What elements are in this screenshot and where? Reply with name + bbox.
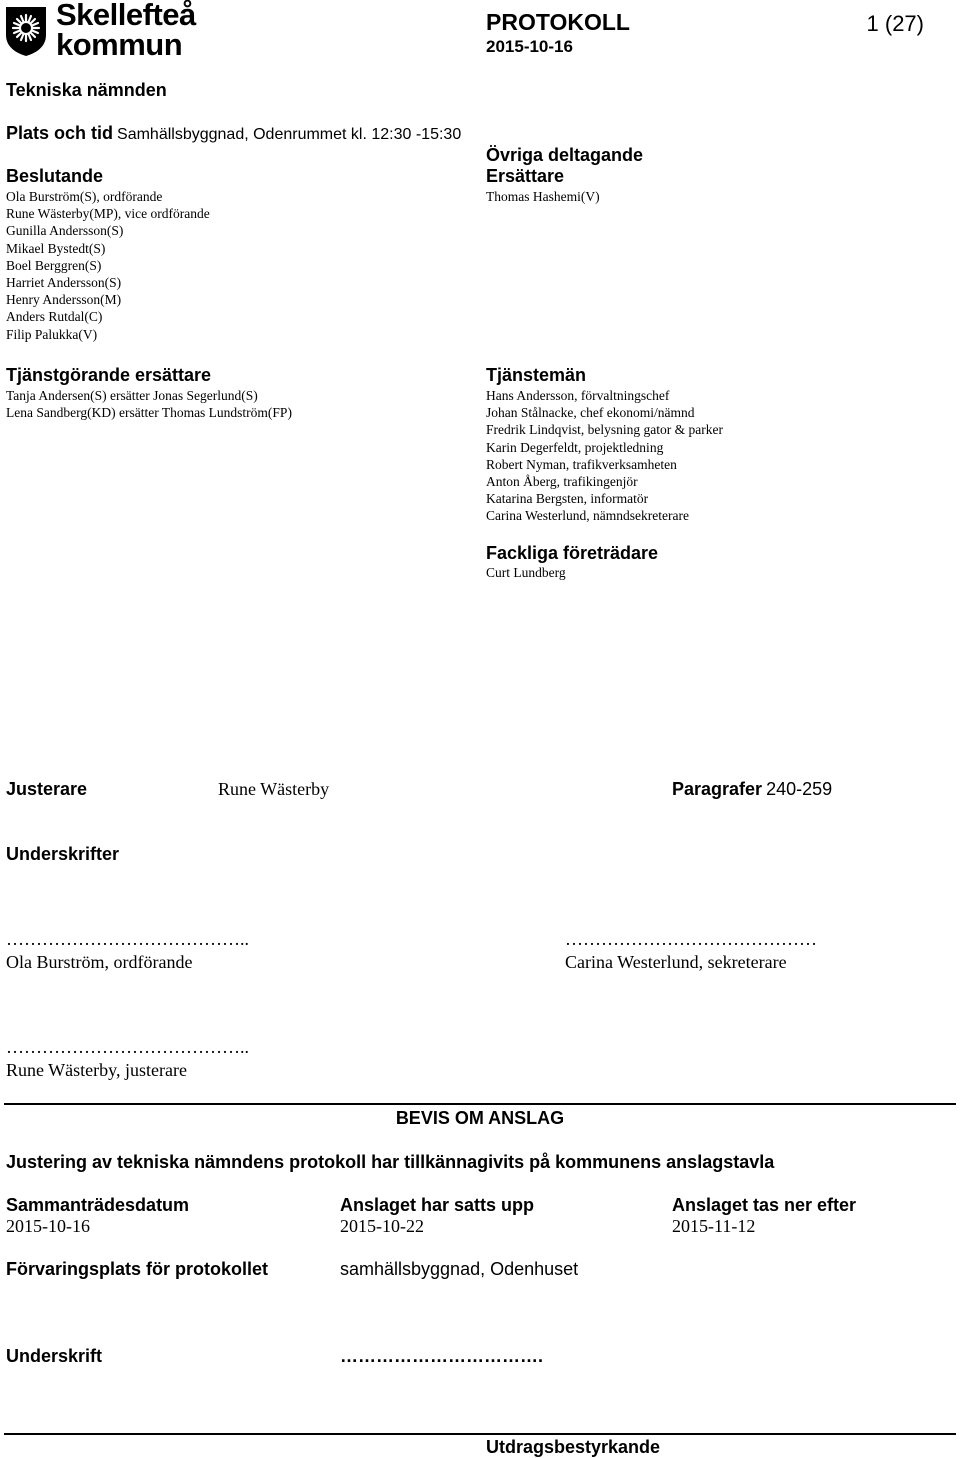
signature-name-chair: Ola Burström, ordförande — [6, 952, 193, 972]
signature-name-adjuster: Rune Wästerby, justerare — [6, 1060, 187, 1080]
list-item: Tanja Andersen(S) ersätter Jonas Segerlund(S) — [6, 388, 258, 403]
removed-date-value: 2015-11-12 — [672, 1216, 756, 1236]
place-value: Samhällsbyggnad, Odenrummet kl. 12:30 -15:30 — [117, 126, 462, 143]
list-item: Gunilla Andersson(S) — [6, 223, 124, 239]
paragraphs — [672, 778, 832, 802]
substitutes-list — [486, 188, 600, 205]
serving-substitutes-heading: Tjänstgörande ersättare — [6, 365, 212, 385]
signature-line-secretary: …………………………………… — [565, 929, 817, 949]
list-item: Robert Nyman, trafikverksamheten — [486, 456, 677, 472]
removed-label: Anslaget tas ner efter — [672, 1195, 857, 1215]
list-item: Lena Sandberg(KD) ersätter Thomas Lundström(FP) — [6, 405, 292, 421]
list-item: Rune Wästerby(MP), vice ordförande — [6, 206, 210, 222]
list-item: Karin Degerfeldt, projektledning — [486, 439, 664, 455]
list-item: Boel Berggren(S) — [6, 257, 102, 273]
coat-of-arms-icon — [4, 5, 48, 57]
decision-makers-list — [6, 188, 210, 343]
list-item: Johan Stålnacke, chef ekonomi/nämnd — [486, 405, 695, 421]
logo-text-line2: kommun — [56, 27, 183, 62]
signature-label: Underskrift — [6, 1346, 103, 1366]
adjuster-label: Justerare — [6, 779, 88, 799]
place-and-time — [6, 123, 461, 144]
place-label: Plats och tid — [6, 123, 114, 143]
list-item: Filip Palukka(V) — [6, 326, 98, 342]
municipality-logo — [4, 0, 196, 62]
page-number: 1 (27) — [866, 11, 924, 36]
list-item: Harriet Andersson(S) — [6, 275, 122, 291]
signature-dots: ……………………………. — [340, 1346, 544, 1366]
list-item: Fredrik Lindqvist, belysning gator & parker — [486, 422, 723, 438]
signatures-heading: Underskrifter — [6, 844, 120, 864]
committee-name: Tekniska nämnden — [6, 80, 167, 100]
meeting-date-label: Sammanträdesdatum — [6, 1195, 190, 1215]
list-item: Anton Åberg, trafikingenjör — [486, 474, 638, 490]
notice-bottom-rule — [4, 1433, 956, 1435]
notice-top-rule — [4, 1103, 956, 1105]
decision-makers-heading: Beslutande — [6, 166, 104, 186]
adjuster-name: Rune Wästerby — [218, 779, 330, 799]
notice-statement: Justering av tekniska nämndens protokoll har tillkännagivits på kommunens anslagstavla — [6, 1152, 775, 1172]
signature-line-adjuster: ………………………………….. — [6, 1037, 249, 1057]
other-participants-heading: Övriga deltagande — [486, 145, 644, 165]
document-type: PROTOKOLL — [486, 9, 630, 35]
serving-substitutes-list — [6, 387, 292, 421]
notice-title: BEVIS OM ANSLAG — [395, 1108, 565, 1128]
substitutes-heading: Ersättare — [486, 166, 565, 186]
union-heading: Fackliga företrädare — [486, 543, 659, 563]
extract-certification: Utdragsbestyrkande — [486, 1437, 661, 1457]
union-list — [486, 564, 566, 581]
list-item: Henry Andersson(M) — [6, 292, 122, 308]
paragraphs-label: Paragrafer — [672, 779, 763, 799]
list-item: Hans Andersson, förvaltningschef — [486, 388, 670, 403]
document-date: 2015-10-16 — [486, 37, 573, 56]
list-item: Curt Lundberg — [486, 565, 566, 580]
storage-label: Förvaringsplats för protokollet — [6, 1259, 269, 1279]
list-item: Ola Burström(S), ordförande — [6, 189, 163, 204]
signature-line-chair: ………………………………….. — [6, 929, 249, 949]
officials-list — [486, 387, 723, 525]
posted-label: Anslaget har satts upp — [340, 1195, 535, 1215]
paragraphs-value: 240-259 — [766, 779, 833, 799]
list-item: Katarina Bergsten, informatör — [486, 491, 649, 507]
signature-name-secretary: Carina Westerlund, sekreterare — [565, 952, 787, 972]
logo-text-line1: Skellefteå — [56, 0, 196, 32]
officials-heading: Tjänstemän — [486, 365, 587, 385]
list-item: Carina Westerlund, nämndsekreterare — [486, 508, 689, 524]
list-item: Thomas Hashemi(V) — [486, 189, 600, 204]
storage-value: samhällsbyggnad, Odenhuset — [340, 1259, 579, 1279]
posted-date-value: 2015-10-22 — [340, 1216, 424, 1236]
meeting-date-value: 2015-10-16 — [6, 1216, 90, 1236]
list-item: Mikael Bystedt(S) — [6, 240, 106, 256]
list-item: Anders Rutdal(C) — [6, 309, 103, 325]
